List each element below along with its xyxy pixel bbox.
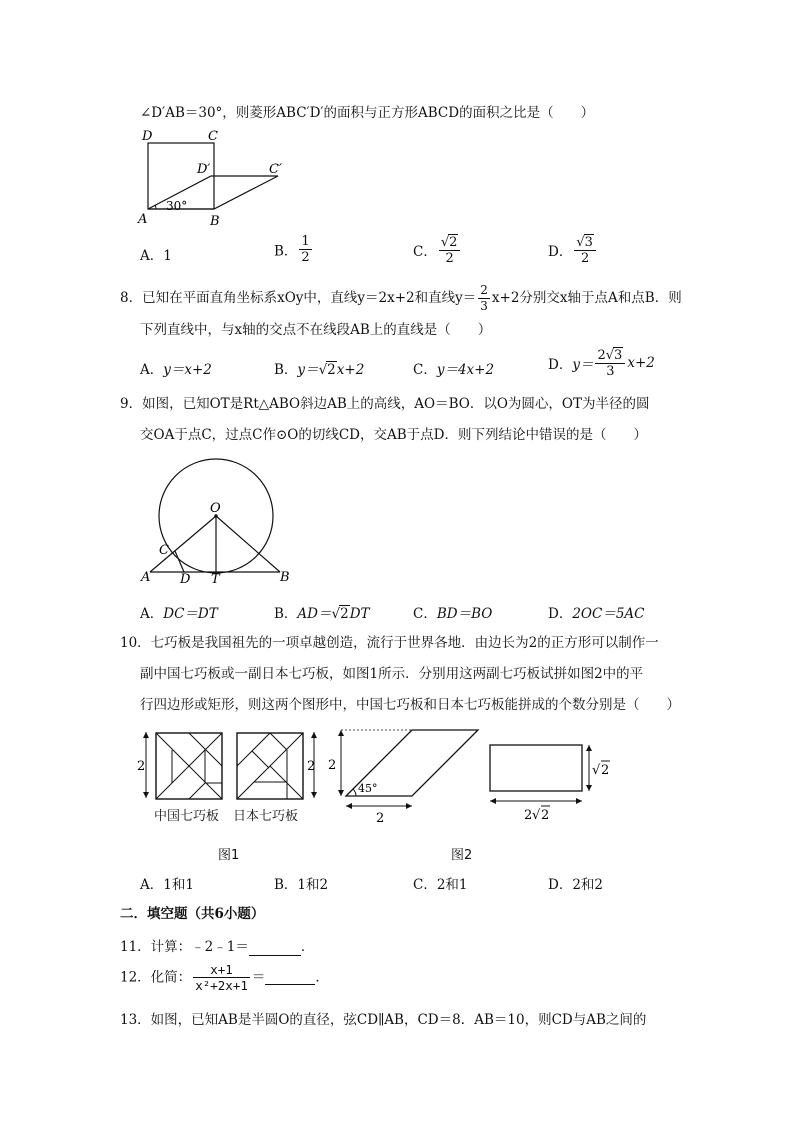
label-rad2: 2 (601, 763, 610, 778)
q10-option-a[interactable]: A．1和1 (140, 877, 194, 893)
fraction: $\frac{2}{3}$ (480, 283, 488, 313)
q10-stem-line2: 副中国七巧板或一副日本七巧板，如图1所示．分别用这两副七巧板试拼如图2中的平 (140, 666, 644, 682)
q11-line: 11．计算：﹣2﹣1＝ ． (120, 939, 315, 955)
label-angle: 30° (166, 199, 188, 213)
q7-option-a[interactable]: A．1 (140, 248, 172, 264)
label-B: B (210, 214, 220, 229)
label-two-rad2-coef: 2 (524, 808, 533, 823)
q10-stem-line1: 10．七巧板是我国祖先的一项卓越创造，流行于世界各地．由边长为2的正方形可以制作一 (120, 635, 659, 651)
q8-stem-line1: 8．已知在平面直角坐标系xOy中，直线y＝2x+2和直线y＝ $\frac{2}{3}$ x+2分别交x轴于点A和点B．则 (120, 283, 682, 313)
label-T: T (211, 572, 220, 587)
label-angle: 45° (358, 782, 378, 795)
q12-line: 12．化简： $\frac{x+1}{\text{x²+2x+1}}$ ＝ ． (120, 962, 329, 993)
fraction: $\frac{√2}{2}$ (439, 234, 461, 266)
sqrt-icon: √ (532, 808, 541, 823)
label-fig1: 图1 (218, 848, 240, 863)
q9-stem-line1: 9．如图，已知OT是Rt△ABO斜边AB上的高线，AO＝BO．以O为圆心，OT为半径的圆 (120, 396, 650, 412)
q7-option-c[interactable]: C． $\frac{√2}{2}$ (413, 234, 462, 266)
label-C: C (208, 129, 218, 144)
fraction: $\frac{2√3}{3}$ (595, 347, 625, 379)
label-Cp: C′ (269, 162, 282, 177)
sqrt-icon: √ (576, 235, 585, 250)
label-D: D (180, 572, 191, 587)
q9-option-b[interactable]: B．AD＝√2DT (274, 606, 370, 622)
fraction: $\frac{x+1}{\text{x²+2x+1}}$ (195, 962, 248, 993)
q10-option-c[interactable]: C．2和1 (413, 877, 468, 893)
sqrt-icon: √ (318, 362, 328, 378)
label-A: A (138, 212, 148, 227)
q8-option-a[interactable]: A．y＝x+2 (140, 362, 212, 378)
label-two-rad2: 2 (541, 808, 550, 823)
fraction: $\frac{1}{2}$ (301, 234, 310, 265)
sqrt-icon: √ (331, 606, 341, 622)
q9-option-a[interactable]: A．DC＝DT (140, 606, 218, 622)
sqrt-icon: √ (440, 235, 450, 250)
q9-option-d[interactable]: D．2OC＝5AC (548, 606, 645, 622)
q7-option-b[interactable]: B． $\frac{1}{2}$ (274, 234, 310, 265)
label-two-d: 2 (376, 811, 385, 826)
q12-answer-blank[interactable] (265, 970, 315, 985)
q13-line: 13．如图，已知AB是半圆O的直径，弦CD∥AB，CD＝8．AB＝10，则CD与AB之间的 (120, 1012, 647, 1028)
q9-figure (138, 458, 298, 588)
q10-option-b[interactable]: B．1和2 (274, 877, 329, 893)
sqrt-icon: √ (605, 348, 615, 363)
q10-option-d[interactable]: D．2和2 (548, 877, 604, 893)
label-D: D (142, 129, 153, 144)
label-Dp: D′ (197, 162, 211, 177)
label-fig2: 图2 (451, 848, 473, 863)
label-B: B (280, 570, 290, 585)
q7-stem-line: ∠D′AB＝30°，则菱形ABC′D′的面积与正方形ABCD的面积之比是（ ） (140, 105, 595, 121)
q9-option-c[interactable]: C．BD＝BO (413, 606, 493, 622)
q8-option-b[interactable]: B．y＝√2x+2 (274, 362, 365, 378)
label-C: C (159, 543, 169, 558)
section-title: 二．填空题（共6小题） (120, 906, 265, 922)
label-two-b: 2 (307, 759, 316, 774)
label-two-a: 2 (137, 759, 146, 774)
parallelogram (338, 730, 478, 809)
q11-answer-blank[interactable] (249, 941, 301, 956)
q8-option-d[interactable]: D．y＝ $\frac{2√3}{3}$ x+2 (548, 348, 655, 379)
q8-stem-line2: 下列直线中，与x轴的交点不在线段AB上的直线是（ ） (140, 322, 492, 338)
japanese-tangram (237, 733, 303, 799)
label-japanese-tangram: 日本七巧板 (233, 809, 299, 824)
sqrt-icon: √ (592, 763, 601, 778)
q9-stem-line2: 交OA于点C，过点C作⊙O的切线CD，交AB于点D．则下列结论中错误的是（ ） (140, 427, 648, 443)
label-A: A (141, 570, 151, 585)
q8-option-c[interactable]: C．y＝4x+2 (413, 362, 495, 378)
label-O: O (210, 501, 221, 516)
rectangle (490, 745, 592, 804)
fraction: $\frac{√3}{2}$ (574, 234, 596, 266)
q7-option-d[interactable]: D． $\frac{√3}{2}$ (548, 234, 598, 266)
q7-figure (136, 126, 296, 232)
label-chinese-tangram: 中国七巧板 (154, 809, 220, 824)
chinese-tangram (143, 732, 222, 799)
label-two-c: 2 (328, 758, 337, 773)
q10-stem-line3: 行四边形或矩形，则这两个图形中，中国七巧板和日本七巧板能拼成的个数分别是（ ） (140, 697, 680, 713)
